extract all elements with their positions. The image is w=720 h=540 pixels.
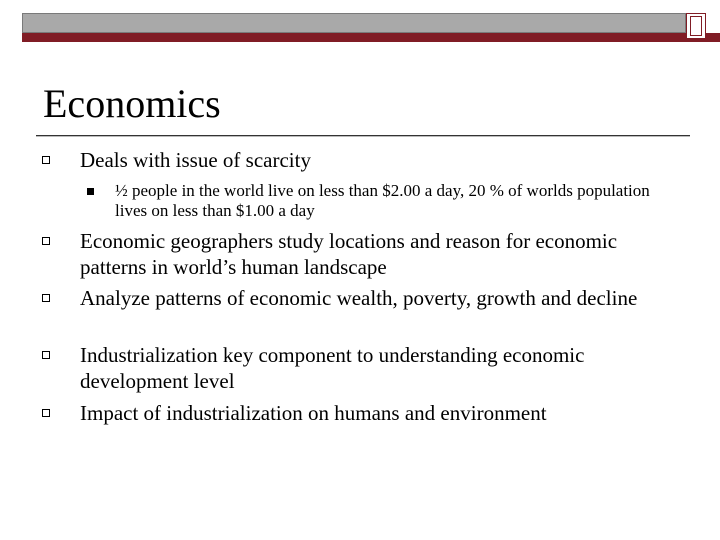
hollow-square-bullet-icon bbox=[42, 294, 50, 302]
bullet-item bbox=[80, 342, 680, 394]
sub-bullet-item bbox=[115, 181, 675, 221]
bullet-item bbox=[80, 285, 680, 311]
filled-square-bullet-icon bbox=[87, 188, 94, 195]
hollow-square-bullet-icon bbox=[42, 351, 50, 359]
sub-bullet-text: ½ people in the world live on less than $2.00 a day, 20 % of worlds population lives on less than $1.00 a day bbox=[115, 181, 650, 220]
hollow-square-bullet-icon bbox=[42, 156, 50, 164]
bullet-item bbox=[80, 228, 680, 280]
hollow-square-bullet-icon bbox=[42, 237, 50, 245]
bullet-text: Analyze patterns of economic wealth, poverty, growth and decline bbox=[80, 286, 638, 310]
slide-title: Economics bbox=[43, 81, 221, 126]
bullet-text: Industrialization key component to understanding economic development level bbox=[80, 343, 585, 393]
bullet-text: Economic geographers study locations and reason for economic patterns in world’s human landscape bbox=[80, 229, 618, 279]
bullet-item bbox=[80, 147, 680, 173]
hollow-square-bullet-icon bbox=[42, 409, 50, 417]
bullet-item bbox=[80, 400, 680, 426]
bullet-text: Impact of industrialization on humans and environment bbox=[80, 401, 547, 425]
bullet-text: Deals with issue of scarcity bbox=[80, 148, 311, 172]
